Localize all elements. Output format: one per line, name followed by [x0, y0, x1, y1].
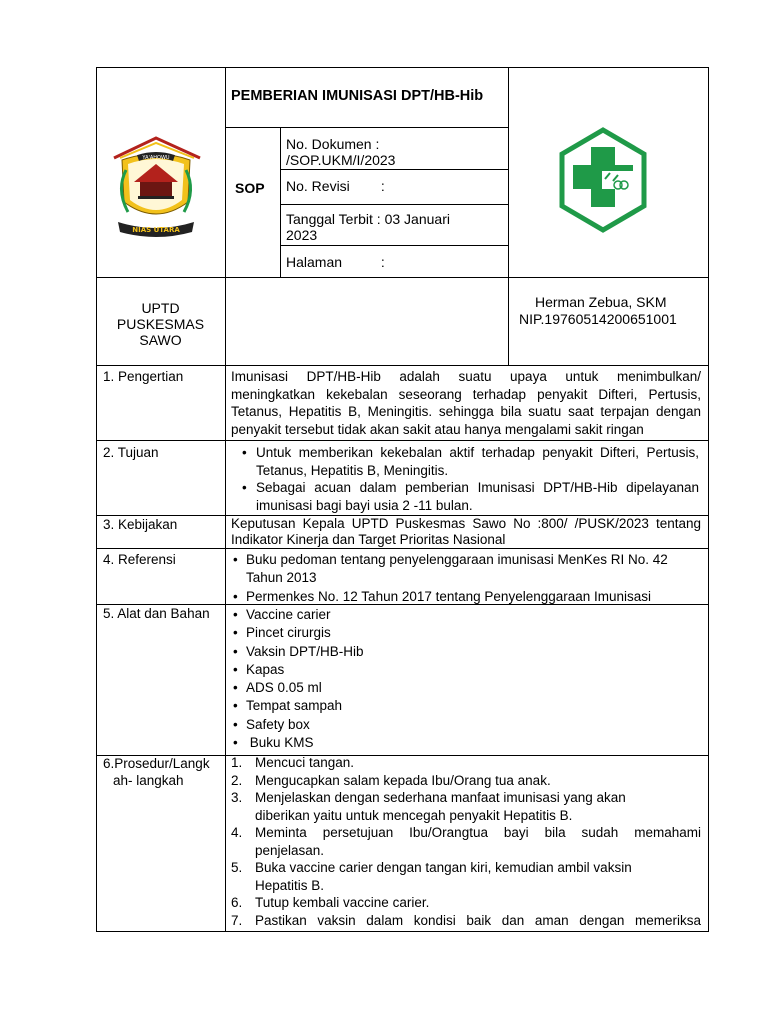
- list-item: 7. Pastikan vaksin dalam kondisi baik dan aman dengan memeriksa: [231, 912, 701, 928]
- list-item: • Buku pedoman tentang penyelenggaraan imunisasi MenKes RI No. 42 Tahun 2013: [231, 551, 701, 588]
- no-dokumen-label: No. Dokumen :: [286, 136, 380, 152]
- tujuan-label: 2. Tujuan: [103, 445, 159, 460]
- list-item: • Safety box: [231, 716, 701, 734]
- alat-list: [231, 606, 701, 752]
- tanggal-terbit-year: 2023: [286, 227, 318, 243]
- list-item: • ADS 0.05 ml: [231, 679, 701, 697]
- list-item: • Vaksin DPT/HB-Hib: [231, 643, 701, 661]
- pengertian-label: 1. Pengertian: [103, 369, 184, 384]
- list-item: 1. Mencuci tangan.: [231, 755, 355, 770]
- list-item: 4. Meminta persetujuan Ibu/Orangtua bayi bila sudah memahami penjelasan.: [231, 825, 701, 858]
- signer-nip: NIP.19760514200651001: [519, 311, 677, 327]
- list-item: 3. Menjelaskan dengan sederhana manfaat imunisasi yang akan diberikan yaitu untuk mencegah penyakit Hepatitis B.: [231, 790, 626, 823]
- svg-text:YA'AHOWU: YA'AHOWU: [142, 155, 170, 161]
- puskesmas-logo: [558, 127, 648, 233]
- org-name-line1: UPTD: [141, 300, 180, 316]
- list-item: 2. Mengucapkan salam kepada Ibu/Orang tua anak.: [231, 772, 551, 788]
- pengertian-text: Imunisasi DPT/HB-Hib adalah suatu upaya untuk menimbulkan/ meningkatkan kekebalan seseorang terhadap penyakit Difteri, Pertusis, Tetanus, Hepatitis B, Meningitis. sehingga bila suatu saat terpajan dengan penyakit tersebut tidak akan sakit atau hanya mengalami sakit ringan: [231, 369, 701, 437]
- halaman-label: Halaman :: [286, 254, 385, 270]
- tujuan-list: [233, 444, 699, 514]
- list-item: • Pincet cirurgis: [231, 624, 701, 642]
- no-revisi-label: No. Revisi :: [286, 178, 385, 194]
- org-name-line3: SAWO: [139, 332, 182, 348]
- list-item: • Tempat sampah: [231, 697, 701, 715]
- document-title: PEMBERIAN IMUNISASI DPT/HB-Hib: [231, 88, 484, 104]
- no-dokumen-value: /SOP.UKM/I/2023: [286, 152, 396, 168]
- sop-label: SOP: [235, 180, 265, 196]
- tanggal-terbit-label: Tanggal Terbit : 03 Januari: [286, 211, 450, 227]
- list-item: • Kapas: [231, 661, 701, 679]
- kebijakan-text: Keputusan Kepala UPTD Puskesmas Sawo No :800/ /PUSK/2023 tentang Indikator Kinerja dan Target Prioritas Nasional: [231, 516, 701, 547]
- list-item: • Vaccine carier: [231, 606, 701, 624]
- signer-name: Herman Zebua, SKM: [535, 294, 667, 310]
- prosedur-label-line1: 6.Prosedur/Langk: [103, 756, 210, 771]
- prosedur-label-line2: ah- langkah: [113, 773, 184, 788]
- list-item: 5. Buka vaccine carier dengan tangan kiri, kemudian ambil vaksin Hepatitis B.: [231, 860, 632, 893]
- referensi-label: 4. Referensi: [103, 552, 176, 567]
- alat-label: 5. Alat dan Bahan: [103, 606, 210, 621]
- svg-text:NIAS UTARA: NIAS UTARA: [132, 226, 180, 234]
- list-item: • Buku KMS: [231, 734, 701, 752]
- nias-utara-logo: [108, 130, 204, 242]
- list-item: • Untuk memberikan kekebalan aktif terhadap penyakit Difteri, Pertusis, Tetanus, Hepatitis B, Meningitis.: [233, 444, 699, 479]
- kebijakan-label: 3. Kebijakan: [103, 517, 178, 532]
- list-item: • Permenkes No. 12 Tahun 2017 tentang Penyelenggaraan Imunisasi: [231, 588, 701, 606]
- list-item: • Sebagai acuan dalam pemberian Imunisasi DPT/HB-Hib dipelayanan imunisasi bagi bayi usia 2 -11 bulan.: [233, 479, 699, 514]
- list-item: 6. Tutup kembali vaccine carier.: [231, 895, 430, 910]
- prosedur-list: [231, 754, 701, 929]
- referensi-list: [231, 551, 701, 606]
- org-name-line2: PUSKESMAS: [116, 316, 205, 332]
